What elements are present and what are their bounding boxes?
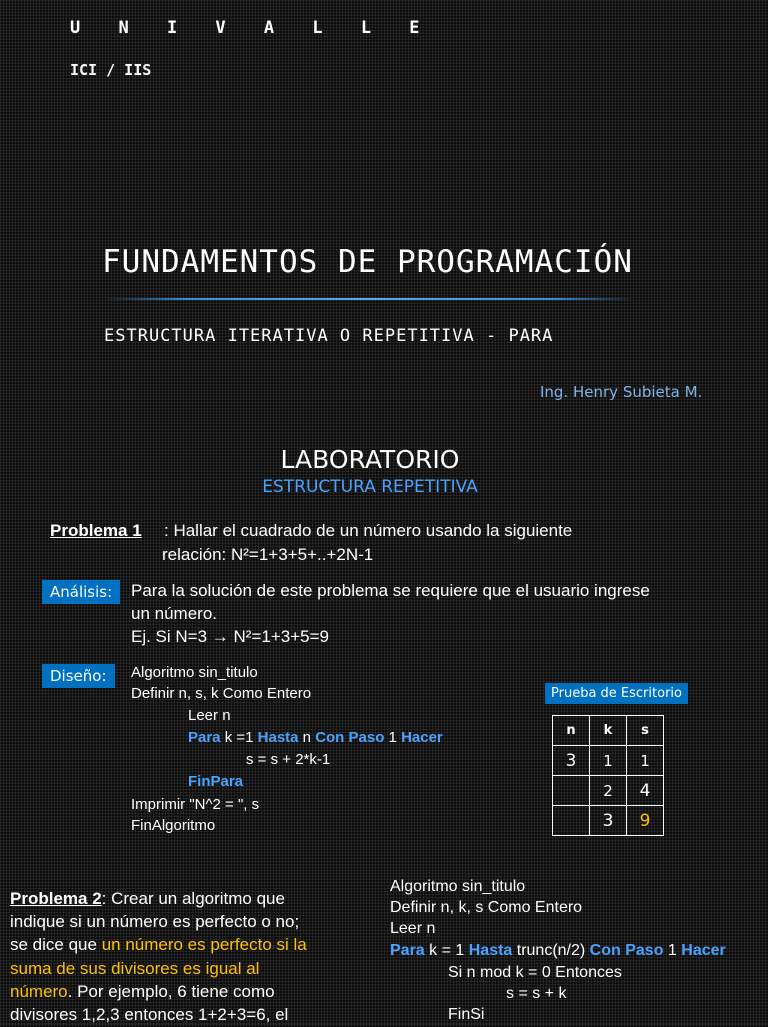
code2-line: Definir n, k, s Como Entero <box>390 899 583 916</box>
keyword: Hasta <box>468 942 513 959</box>
keyword: Hacer <box>401 729 443 746</box>
analysis-tag: Análisis: <box>42 580 120 604</box>
code2-line: Leer n <box>390 920 436 937</box>
code-line-endfor: FinPara <box>188 773 244 790</box>
keyword: Hasta <box>257 729 299 746</box>
trace-header: k <box>590 716 627 746</box>
problem2-label: Problema 2 <box>10 889 102 908</box>
problem2-line1 <box>10 887 285 911</box>
problem2-text: . Por ejemplo, 6 tiene como <box>67 982 275 1001</box>
trace-cell: 1 <box>590 746 627 776</box>
problem2-highlight: un número es perfecto si la <box>101 935 307 954</box>
keyword: Hacer <box>681 942 726 959</box>
problem1-statement-line1: : Hallar el cuadrado de un número usando la siguiente <box>164 521 573 540</box>
code-line-for <box>188 727 443 748</box>
trace-cell-result: 9 <box>627 806 664 836</box>
trace-row <box>553 776 664 806</box>
code2-line: Si n mod k = 0 Entonces <box>448 964 622 981</box>
trace-cell: 2 <box>590 776 627 806</box>
trace-cell: 1 <box>627 746 664 776</box>
trace-table <box>552 715 664 836</box>
code-line: s = s + 2*k-1 <box>246 751 331 768</box>
page-subtitle: ESTRUCTURA ITERATIVA O REPETITIVA - PARA <box>104 326 554 346</box>
code-line: Imprimir "N^2 = ", s <box>131 796 260 813</box>
lab-subtitle: ESTRUCTURA REPETITIVA <box>262 477 478 497</box>
trace-tag: Prueba de Escritorio <box>545 683 688 704</box>
code2-line: s = s + k <box>506 985 567 1002</box>
code-text: k =1 <box>220 729 258 746</box>
trace-cell: 4 <box>627 776 664 806</box>
trace-row <box>553 806 664 836</box>
lab-title: LABORATORIO <box>280 445 460 474</box>
problem2-line2: indique si un número es perfecto o no; <box>10 912 300 931</box>
code-text: n <box>298 729 316 746</box>
trace-header: n <box>553 716 590 746</box>
problem1-label: Problema 1 <box>50 521 142 540</box>
analysis-line3: Ej. Si N=3 → N²=1+3+5=9 <box>131 627 329 646</box>
problem2-line5 <box>10 980 275 1004</box>
code-line: Leer n <box>188 707 231 724</box>
trace-header: s <box>627 716 664 746</box>
problem2-text: se dice que <box>10 935 102 954</box>
trace-cell <box>553 776 590 806</box>
code-line: FinAlgoritmo <box>131 817 216 834</box>
institution-name: U N I V A L L E <box>70 18 434 38</box>
analysis-line1: Para la solución de este problema se requiere que el usuario ingrese <box>131 581 650 600</box>
code2-line: FinSi <box>448 1006 485 1023</box>
page-title: FUNDAMENTOS DE PROGRAMACIÓN <box>102 244 633 280</box>
trace-cell <box>553 806 590 836</box>
keyword: Con Paso <box>589 942 664 959</box>
code2-line-for <box>390 940 726 961</box>
keyword: Para <box>390 942 425 959</box>
code-line: Algoritmo sin_titulo <box>131 664 258 681</box>
problem2-text: : Crear un algoritmo que <box>101 889 285 908</box>
problem2-line6: divisores 1,2,3 entonces 1+2+3=6, el <box>10 1005 289 1024</box>
keyword: Con Paso <box>315 729 385 746</box>
trace-cell: 3 <box>553 746 590 776</box>
code-line: Definir n, s, k Como Entero <box>131 685 312 702</box>
code-text: k = 1 <box>424 942 469 959</box>
program-name: ICI / IIS <box>70 61 152 79</box>
code-text: 1 <box>663 942 682 959</box>
problem2-line4: suma de sus divisores es igual al <box>10 959 260 978</box>
title-divider <box>104 298 636 300</box>
code2-line: Algoritmo sin_titulo <box>390 878 526 895</box>
author-name: Ing. Henry Subieta M. <box>540 383 703 401</box>
problem2-highlight: número <box>10 982 68 1001</box>
keyword: Para <box>188 729 221 746</box>
code-text: trunc(n/2) <box>512 942 590 959</box>
trace-cell: 3 <box>590 806 627 836</box>
trace-header-row <box>553 716 664 746</box>
problem2-line3 <box>10 933 307 957</box>
trace-row <box>553 746 664 776</box>
code-text: 1 <box>384 729 402 746</box>
analysis-line2: un número. <box>131 604 217 623</box>
problem1-statement-line2: relación: N²=1+3+5+..+2N-1 <box>162 545 374 564</box>
design-tag: Diseño: <box>42 664 115 688</box>
